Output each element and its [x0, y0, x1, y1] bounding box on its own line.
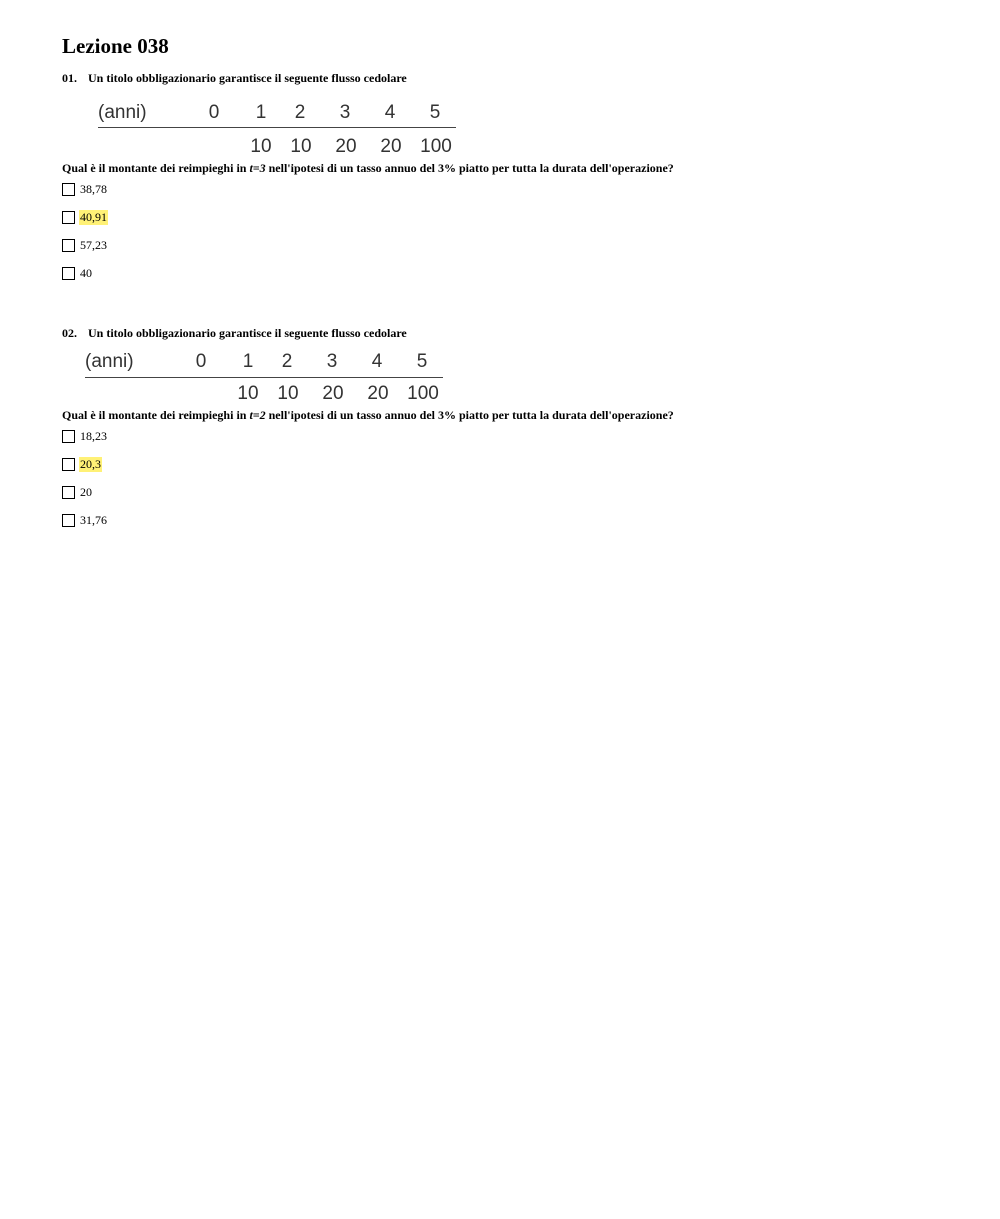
flow-amount: 100 — [407, 383, 439, 404]
flow-year: 4 — [384, 102, 396, 123]
prompt-variable: t=3 — [249, 161, 266, 175]
question-prompt — [62, 160, 962, 176]
answer-option-highlighted[interactable] — [62, 210, 962, 225]
answer-option[interactable] — [62, 429, 962, 444]
flow-unit-label: (anni) — [85, 351, 134, 372]
flow-year: 2 — [294, 102, 306, 123]
prompt-text: nell'ipotesi di un tasso annuo del 3% piatto per tutta la durata dell'operazione? — [265, 161, 674, 175]
question-number: 01. — [62, 71, 77, 85]
answer-checkbox[interactable] — [62, 430, 75, 443]
flow-year: 5 — [416, 351, 428, 372]
answer-option[interactable] — [62, 485, 962, 500]
prompt-text: Qual è il montante dei reimpieghi in — [62, 161, 250, 175]
flow-divider — [98, 127, 456, 128]
page-title: Lezione 038 — [62, 34, 169, 58]
answer-checkbox[interactable] — [62, 239, 75, 252]
flow-amount: 20 — [380, 136, 402, 157]
prompt-text: nell'ipotesi di un tasso annuo del 3% piatto per tutta la durata dell'operazione? — [265, 408, 674, 422]
answer-checkbox[interactable] — [62, 211, 75, 224]
question-heading-text: Un titolo obbligazionario garantisce il seguente flusso cedolare — [88, 71, 407, 85]
answer-label: 20 — [80, 485, 92, 499]
cash-flow-table — [98, 86, 962, 156]
flow-amount: 100 — [420, 136, 452, 157]
cash-flow-table — [85, 341, 962, 403]
answer-checkbox[interactable] — [62, 486, 75, 499]
answer-checkbox[interactable] — [62, 514, 75, 527]
answer-options — [62, 182, 962, 281]
flow-year: 1 — [255, 102, 267, 123]
answer-checkbox[interactable] — [62, 267, 75, 280]
question-01 — [62, 70, 962, 294]
flow-amount: 10 — [277, 383, 299, 404]
answer-label: 40,91 — [80, 210, 107, 224]
prompt-text: Qual è il montante dei reimpieghi in — [62, 408, 250, 422]
flow-amount: 20 — [335, 136, 357, 157]
question-heading — [62, 70, 962, 86]
question-prompt — [62, 407, 962, 423]
flow-year: 4 — [371, 351, 383, 372]
flow-amount: 10 — [250, 136, 272, 157]
answer-label: 38,78 — [80, 182, 107, 196]
answer-checkbox[interactable] — [62, 183, 75, 196]
flow-amount: 10 — [237, 383, 259, 404]
answer-checkbox[interactable] — [62, 458, 75, 471]
answer-options — [62, 429, 962, 528]
flow-unit-label: (anni) — [98, 102, 147, 123]
flow-year: 2 — [281, 351, 293, 372]
flow-amount: 10 — [290, 136, 312, 157]
answer-option-highlighted[interactable] — [62, 457, 962, 472]
answer-option[interactable] — [62, 238, 962, 253]
flow-year: 0 — [195, 351, 207, 372]
flow-year: 3 — [339, 102, 351, 123]
question-02 — [62, 325, 962, 541]
flow-divider — [85, 377, 443, 378]
answer-label: 31,76 — [80, 513, 107, 527]
flow-year: 5 — [429, 102, 441, 123]
flow-year: 1 — [242, 351, 254, 372]
answer-label: 57,23 — [80, 238, 107, 252]
prompt-variable: t=2 — [249, 408, 266, 422]
question-heading — [62, 325, 962, 341]
answer-option[interactable] — [62, 513, 962, 528]
answer-label: 18,23 — [80, 429, 107, 443]
flow-year: 3 — [326, 351, 338, 372]
answer-option[interactable] — [62, 182, 962, 197]
answer-option[interactable] — [62, 266, 962, 281]
answer-label: 20,3 — [80, 457, 101, 471]
flow-year: 0 — [208, 102, 220, 123]
answer-label: 40 — [80, 266, 92, 280]
question-number: 02. — [62, 326, 77, 340]
flow-amount: 20 — [322, 383, 344, 404]
flow-amount: 20 — [367, 383, 389, 404]
question-heading-text: Un titolo obbligazionario garantisce il seguente flusso cedolare — [88, 326, 407, 340]
